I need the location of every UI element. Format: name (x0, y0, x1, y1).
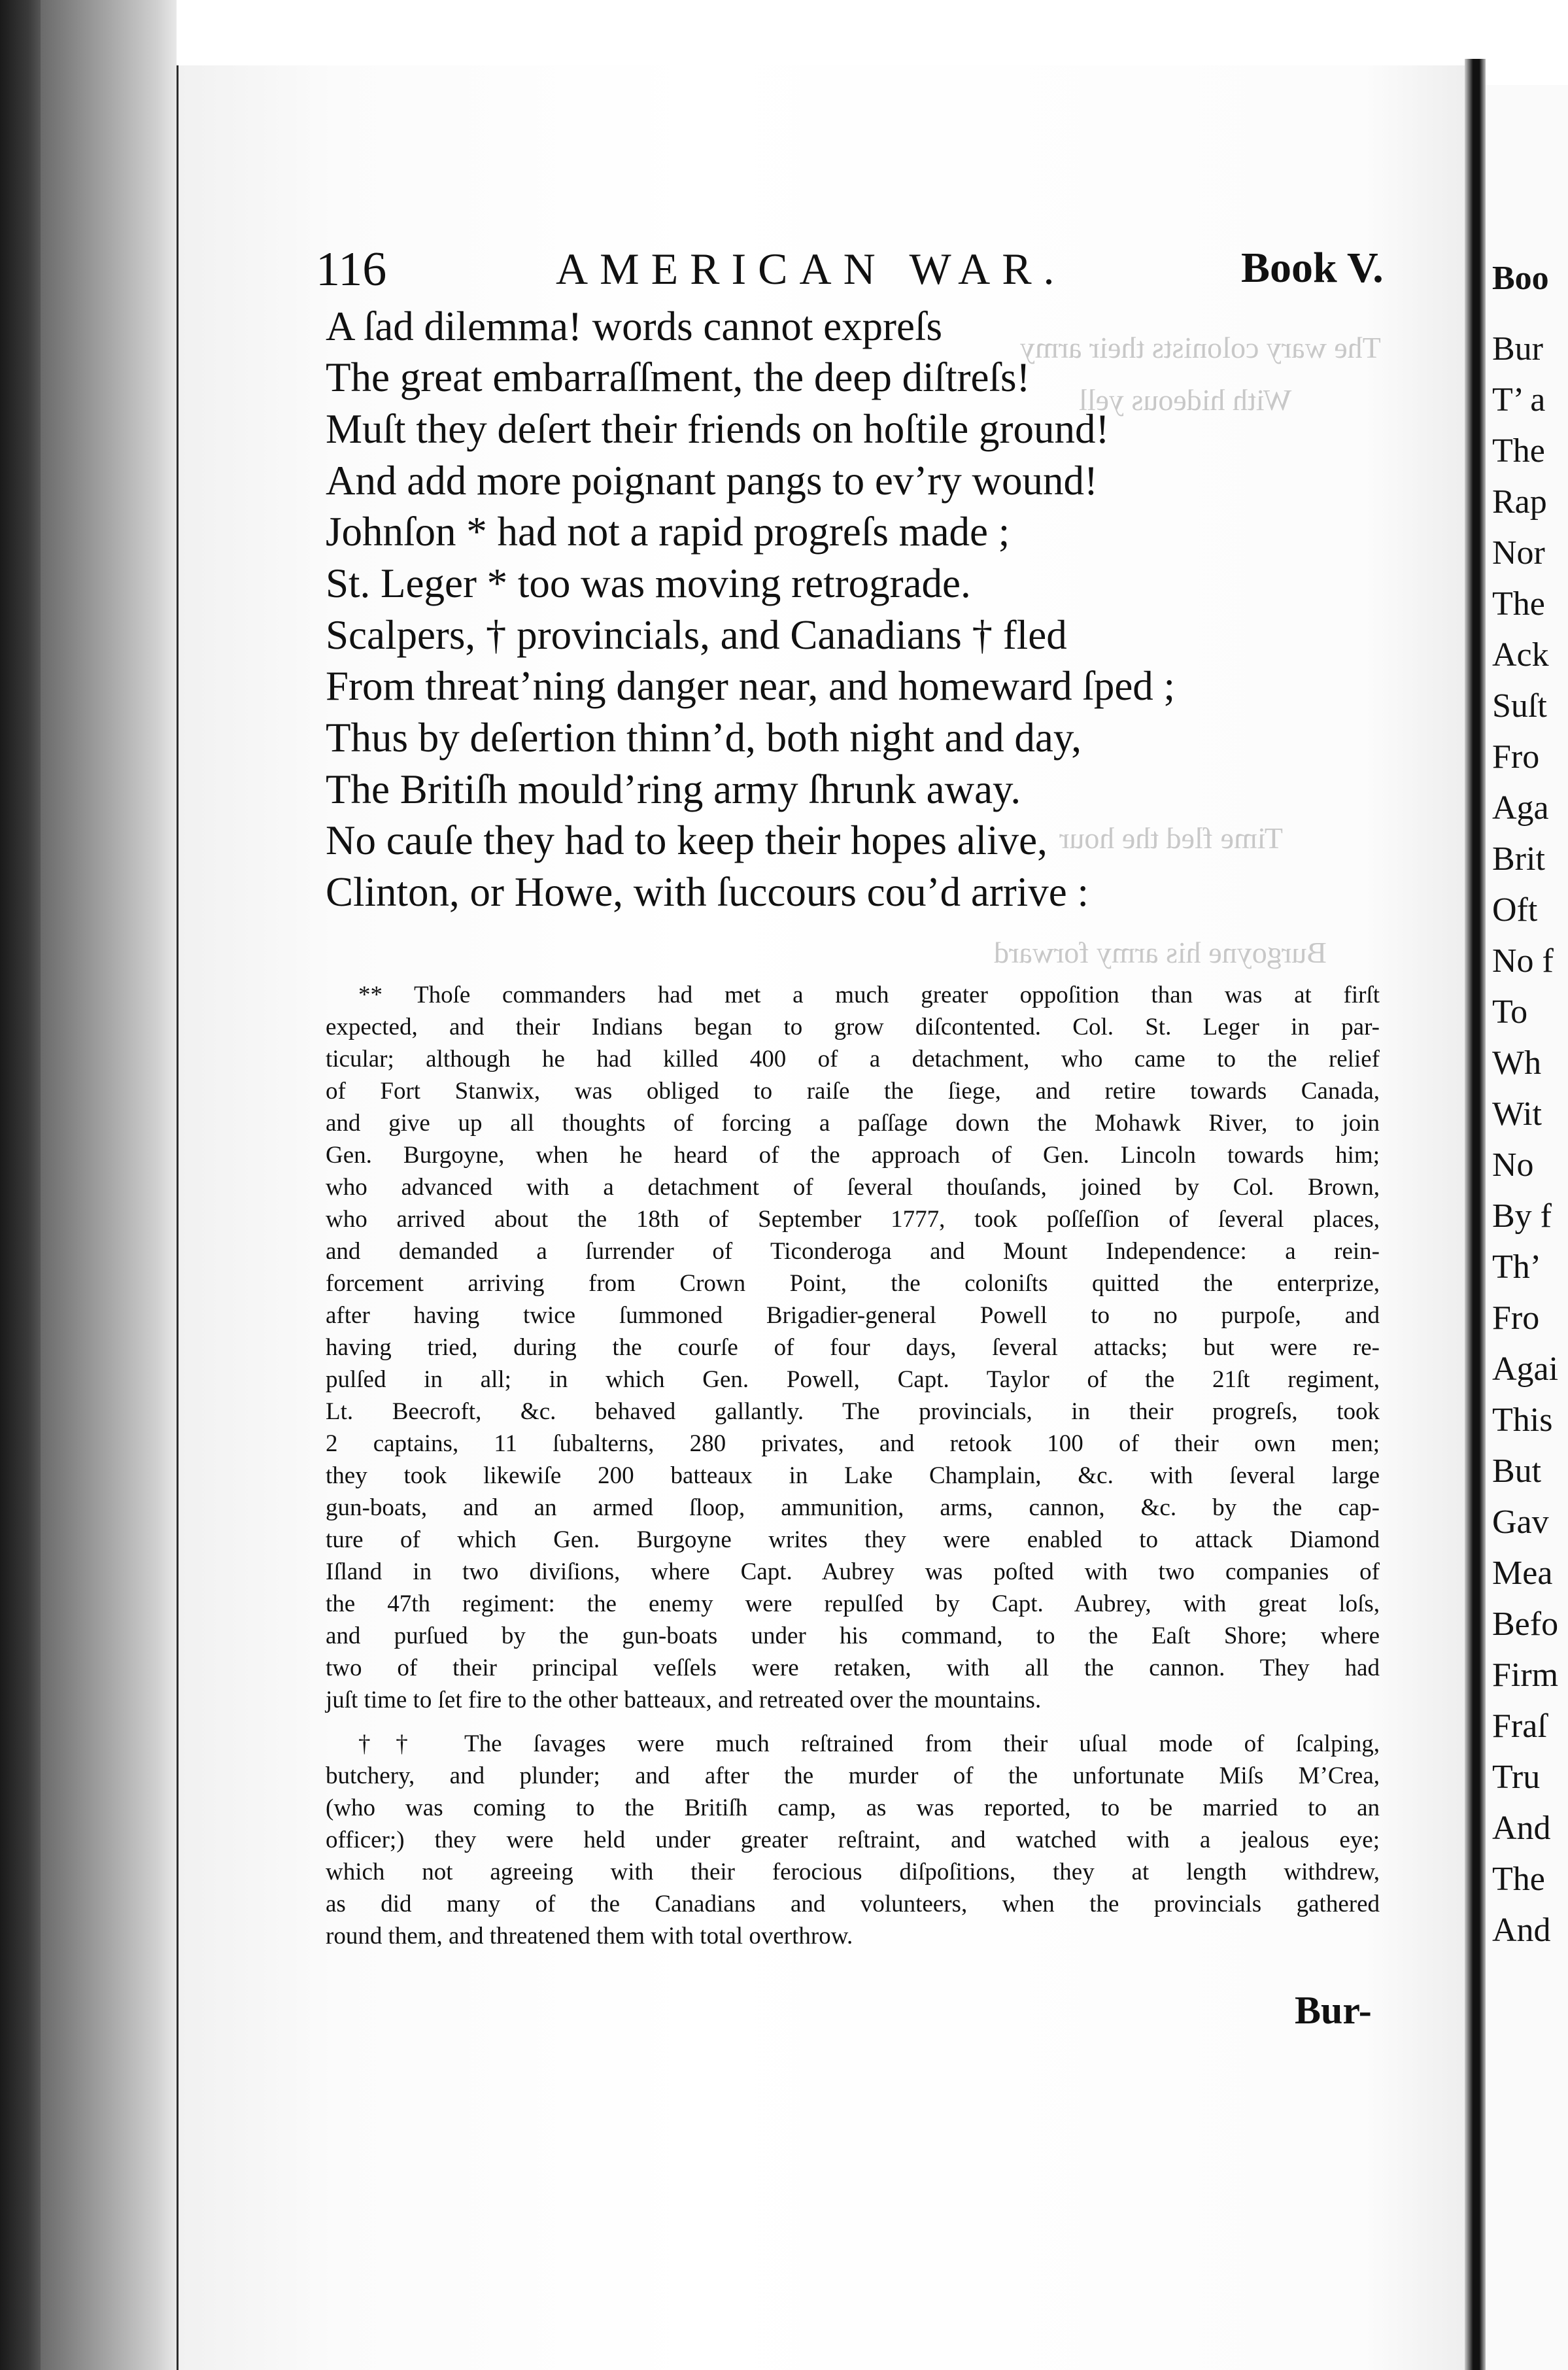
verse-line: Clinton, or Howe, with ſuccours cou’d arrive : (326, 869, 1089, 915)
facing-line: Firm (1492, 1657, 1559, 1694)
footnote-line: Gen. Burgoyne, when he heard of the approach of Gen. Lincoln towards him; (326, 1142, 1380, 1169)
book-spine-shadow (0, 0, 41, 2370)
facing-line: T’ a (1492, 381, 1546, 419)
facing-line: Tru (1492, 1759, 1541, 1796)
footnote-line: having tried, during the courſe of four days, ſeveral attacks; but were re- (326, 1334, 1380, 1361)
footnote-line: ture of which Gen. Burgoyne writes they were enabled to attack Diamond (326, 1526, 1380, 1553)
facing-line: The (1492, 432, 1545, 470)
footnote-line: which not agreeing with their ferocious diſpoſitions, they at length withdrew, (326, 1859, 1380, 1885)
footnote-line: the 47th regiment: the enemy were repulſed by Capt. Aubrey, with great loſs, (326, 1590, 1380, 1617)
book-label: Book V. (1241, 244, 1384, 292)
verse-line: Muſt they deſert their friends on hoſtile ground! (326, 406, 1110, 452)
footnote-line: and purſued by the gun-boats under his command, to the Eaſt Shore; where (326, 1623, 1380, 1649)
footnote-line: round them, and threatened them with total overthrow. (326, 1923, 853, 1949)
facing-line: Gav (1492, 1503, 1549, 1541)
facing-line: Mea (1492, 1554, 1553, 1592)
facing-line: Brit (1492, 840, 1545, 878)
footnote-line: butchery, and plunder; and after the murder of the unfortunate Miſs M’Crea, (326, 1762, 1380, 1789)
facing-line: Wh (1492, 1044, 1542, 1082)
facing-line: The (1492, 1861, 1545, 1898)
footnote-line: (who was coming to the Britiſh camp, as was reported, to be married to an (326, 1795, 1380, 1821)
facing-line: Fraſ (1492, 1708, 1547, 1745)
facing-line: Agai (1492, 1350, 1559, 1388)
footnote-line: and give up all thoughts of forcing a paſſage down the Mohawk River, to join (326, 1110, 1380, 1137)
footnote-line: two of their principal veſſels were retaken, with all the cannon. They had (326, 1655, 1380, 1681)
facing-line: Befo (1492, 1606, 1559, 1643)
show-through-text: With hideous yell (1079, 383, 1292, 417)
facing-line: Aga (1492, 789, 1549, 827)
verse-line: No cauſe they had to keep their hopes alive, (326, 817, 1048, 863)
footnote-line: who arrived about the 18th of September 1777, took poſſeſſion of ſeveral places, (326, 1206, 1380, 1233)
verse-line: A ſad dilemma! words cannot expreſs (326, 303, 943, 349)
footnote-line: officer;) they were held under greater reſtraint, and watched with a jealous eye; (326, 1827, 1380, 1853)
facing-line: Th’ (1492, 1248, 1542, 1286)
footnote-line: after having twice ſummoned Brigadier-general Powell to no purpoſe, and (326, 1302, 1380, 1329)
verse-line: The Britiſh mould’ring army ſhrunk away. (326, 766, 1021, 812)
show-through-text: Time fled the hour (1059, 821, 1283, 855)
facing-line: But (1492, 1452, 1542, 1490)
facing-line: The (1492, 585, 1545, 623)
facing-page-header: Boo (1492, 260, 1549, 297)
facing-line: And (1492, 1912, 1551, 1949)
facing-line: Wit (1492, 1095, 1542, 1133)
facing-line: Oft (1492, 891, 1538, 929)
page-number: 116 (316, 243, 387, 296)
footnote-line: expected, and their Indians began to grow diſcontented. Col. St. Leger in par- (326, 1014, 1380, 1040)
facing-line: Suſt (1492, 687, 1547, 725)
footnote-line: pulſed in all; in which Gen. Powell, Capt. Taylor of the 21ſt regiment, (326, 1366, 1380, 1393)
footnote-line: †† The ſavages were much reſtrained from their uſual mode of ſcalping, (358, 1730, 1380, 1757)
page-gutter (1465, 59, 1486, 2370)
verse-line: And add more poignant pangs to ev’ry wound! (326, 458, 1099, 504)
running-title: AMERICAN WAR. (556, 244, 1066, 294)
footnote-line: forcement arriving from Crown Point, the coloniſts quitted the enterprize, (326, 1270, 1380, 1297)
footnote-line: of Fort Stanwix, was obliged to raiſe the ſiege, and retire towards Canada, (326, 1078, 1380, 1105)
footnote-line: as did many of the Canadians and volunteers, when the provincials gathered (326, 1891, 1380, 1917)
footnote-line: Iſland in two diviſions, where Capt. Aubrey was poſted with two companies of (326, 1558, 1380, 1585)
footnote-line: ** Thoſe commanders had met a much greater oppoſition than was at firſt (358, 982, 1380, 1008)
verse-line: From threat’ning danger near, and homeward ſped ; (326, 663, 1176, 709)
facing-line: No f (1492, 942, 1554, 980)
facing-line: Rap (1492, 483, 1547, 521)
verse-line: The great embarraſſment, the deep diſtreſs! (326, 354, 1031, 400)
facing-line: This (1492, 1401, 1553, 1439)
facing-line: Nor (1492, 534, 1545, 572)
footnote-line: 2 captains, 11 ſubalterns, 280 privates, and retook 100 of their own men; (326, 1430, 1380, 1457)
footnote-line: Lt. Beecroft, &c. behaved gallantly. The provincials, in their progreſs, took (326, 1398, 1380, 1425)
footnote-line: ticular; although he had killed 400 of a detachment, who came to the relief (326, 1046, 1380, 1073)
facing-line: To (1492, 993, 1528, 1031)
catchword: Bur- (1295, 1989, 1372, 2032)
footnote-line: and demanded a ſurrender of Ticonderoga and Mount Independence: a rein- (326, 1238, 1380, 1265)
verse-line: Scalpers, † provincials, and Canadians † fled (326, 612, 1067, 658)
facing-line: Ack (1492, 636, 1549, 674)
footnote-line: juſt time to ſet fire to the other batteaux, and retreated over the mountains. (326, 1687, 1042, 1713)
verse-line: Thus by deſertion thinn’d, both night and day, (326, 715, 1082, 761)
footnote-line: gun-boats, and an armed ſloop, ammunition, arms, cannon, &c. by the cap- (326, 1494, 1380, 1521)
show-through-text: The wary colonists their army (1020, 331, 1381, 364)
facing-line: Fro (1492, 738, 1540, 776)
facing-line: Bur (1492, 330, 1543, 368)
verse-line: St. Leger * too was moving retrograde. (326, 560, 971, 606)
footnote-line: who advanced with a detachment of ſeveral thouſands, joined by Col. Brown, (326, 1174, 1380, 1201)
facing-line: Fro (1492, 1299, 1540, 1337)
facing-line: And (1492, 1810, 1551, 1847)
binding-margin (41, 0, 177, 2370)
facing-page (1486, 85, 1568, 2370)
verse-line: Johnſon * had not a rapid progreſs made ; (326, 509, 1010, 555)
facing-line: No (1492, 1146, 1534, 1184)
show-through-text: Burgoyne his army forward (994, 936, 1327, 969)
facing-line: By f (1492, 1197, 1552, 1235)
footnote-line: they took likewiſe 200 batteaux in Lake Champlain, &c. with ſeveral large (326, 1462, 1380, 1489)
